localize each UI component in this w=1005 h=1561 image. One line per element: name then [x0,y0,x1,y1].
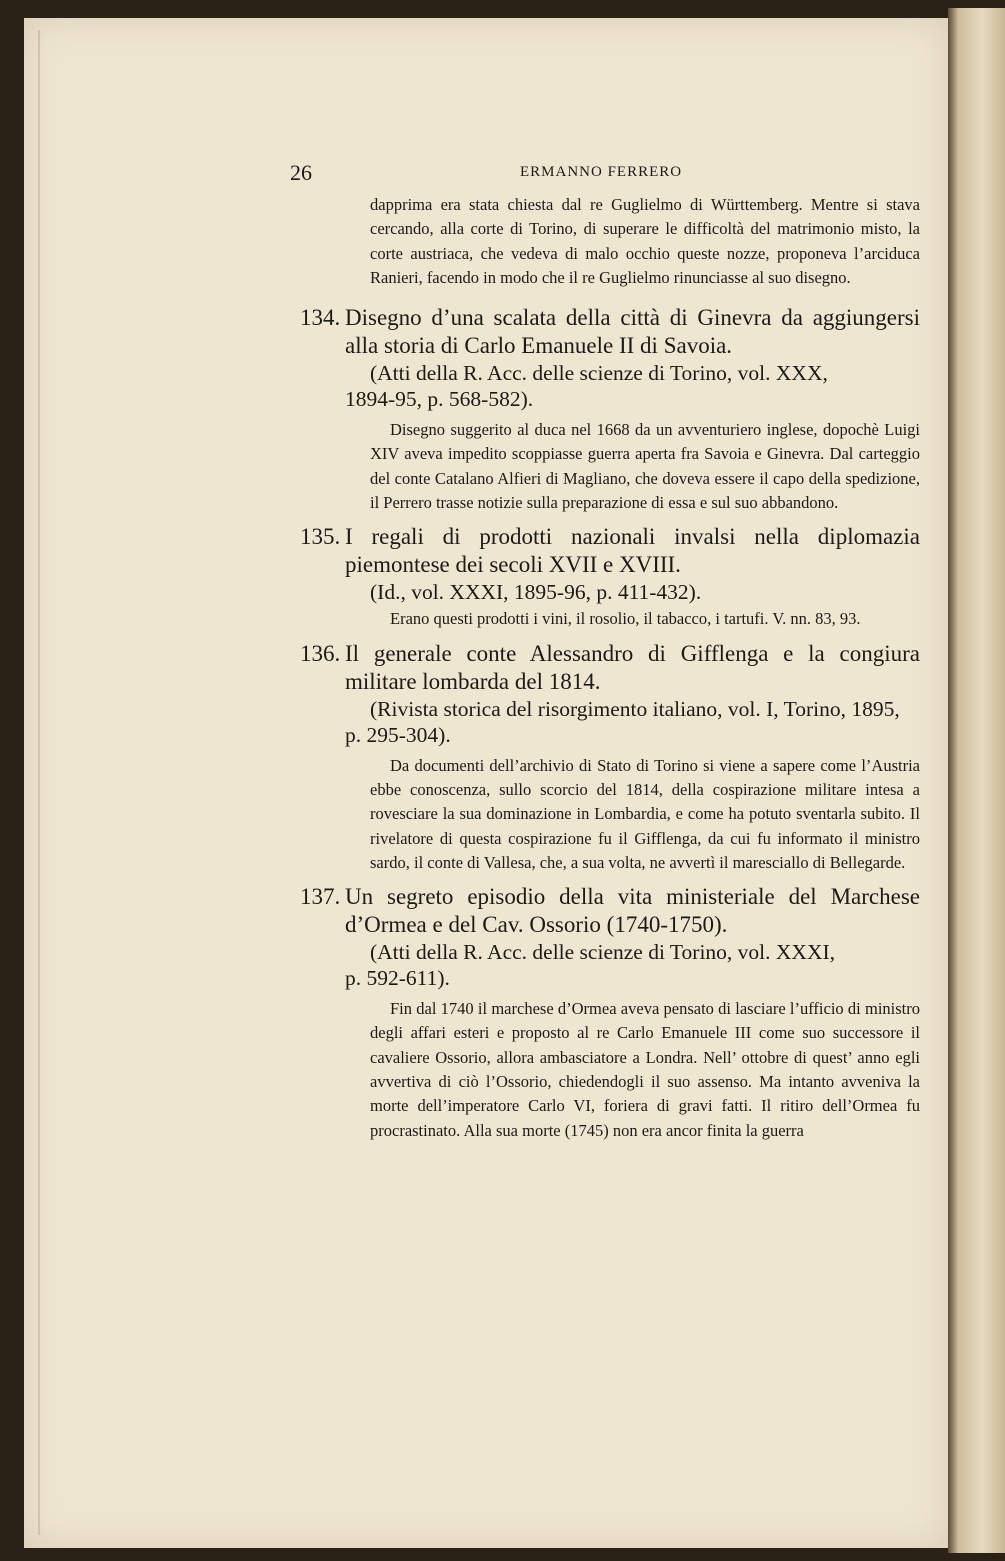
entry-citation [300,579,920,605]
entry-number: 137. [300,884,341,910]
bibliography-entry-137 [300,883,920,1143]
entry-title-text: Il generale conte Alessandro di Gifflenga e la congiura militare lombarda del 1814. [345,640,920,694]
entry-title [300,883,920,939]
entry-title [300,304,920,360]
page-number: 26 [290,160,312,185]
citation-line-2: p. 295-304). [345,722,451,747]
entry-title [300,523,920,579]
citation-line-2: 1894-95, p. 568-582). [345,387,534,412]
citation-line-1: (Atti della R. Acc. delle scienze di Torino, vol. XXX, [370,361,828,386]
entry-note: Erano questi prodotti i vini, il rosolio, il tabacco, i tartufi. V. nn. 83, 93. [390,609,861,629]
entry-number: 136. [300,640,341,666]
entry-citation [300,939,920,991]
page-header [290,160,910,186]
facing-page-edge [948,8,1005,1553]
entry-number: 134. [300,305,341,331]
entry-citation [300,360,920,412]
bibliography-entry-135 [300,523,920,631]
page-fold-line [38,30,40,1535]
running-title: ERMANNO FERRERO [520,164,683,180]
continuation-paragraph: dapprima era stata chiesta dal re Guglielmo di Württemberg. Mentre si stava cercando, alla corte di Torino, di superare le difficoltà del matrimonio misto, la corte austriaca, che vedeva di malo occhio queste nozze, proponeva l’arciduca Ranieri, facendo in modo che il re Guglielmo rinunciasse al suo disegno. [370,195,920,287]
entry-citation [300,696,920,748]
bibliography-entry-134 [300,304,920,515]
citation-line-1: (Rivista storica del risorgimento italiano, vol. I, Torino, 1895, [370,696,900,721]
bibliography-entry-136 [300,640,920,875]
entry-title-text: Un segreto episodio della vita ministeriale del Marchese d’Ormea e del Cav. Ossorio (1740-1750). [345,884,920,938]
citation-line-1: (Atti della R. Acc. delle scienze di Torino, vol. XXXI, [370,940,836,965]
entry-title-text: I regali di prodotti nazionali invalsi nella diplomazia piemontese dei secoli XVII e XVIII. [345,524,920,578]
text-column [300,193,920,1151]
entry-title [300,640,920,696]
entry-note: Disegno suggerito al duca nel 1668 da un avventuriero inglese, dopochè Luigi XIV aveva impedito scoppiasse guerra aperta fra Savoia e Ginevra. Dal carteggio del conte Catalano Alfieri di Magliano, che doveva essere il capo della spedizione, il Perrero trasse notizie sulla preparazione di essa e sul suo abbandono. [370,420,920,513]
entry-title-text: Disegno d’una scalata della città di Ginevra da aggiungersi alla storia di Carlo Emanuele II di Savoia. [345,305,920,359]
entry-note: Da documenti dell’archivio di Stato di Torino si viene a sapere come l’Austria ebbe conoscenza, sullo scorcio del 1814, della cospirazione militare intesa a rovesciare la sua dominazione in Lombardia, e come ha potuto sventarla subito. Il rivelatore di questa cospirazione fu il Gifflenga, da cui fu informato il ministro sardo, il conte di Vallesa, che, a sua volta, ne avvertì il maresciallo di Bellegarde. [370,755,920,872]
entry-number: 135. [300,524,341,550]
entry-note: Fin dal 1740 il marchese d’Ormea aveva pensato di lasciare l’ufficio di ministro degli affari esteri e proposto al re Carlo Emanuele III come suo successore il cavaliere Ossorio, allora ambasciatore a Londra. Nell’ ottobre di quest’ anno egli avvertiva di ciò l’Ossorio, chiedendogli il suo assenso. Ma intanto avveniva la morte dell’imperatore Carlo VI, foriera di gravi fatti. Il ritiro dell’Ormea fu procrastinato. Alla sua morte (1745) non era ancor finita la guerra [370,999,920,1140]
citation-line-2: p. 592-611). [345,966,450,991]
citation-line-1: (Id., vol. XXXI, 1895-96, p. 411-432). [370,580,702,605]
